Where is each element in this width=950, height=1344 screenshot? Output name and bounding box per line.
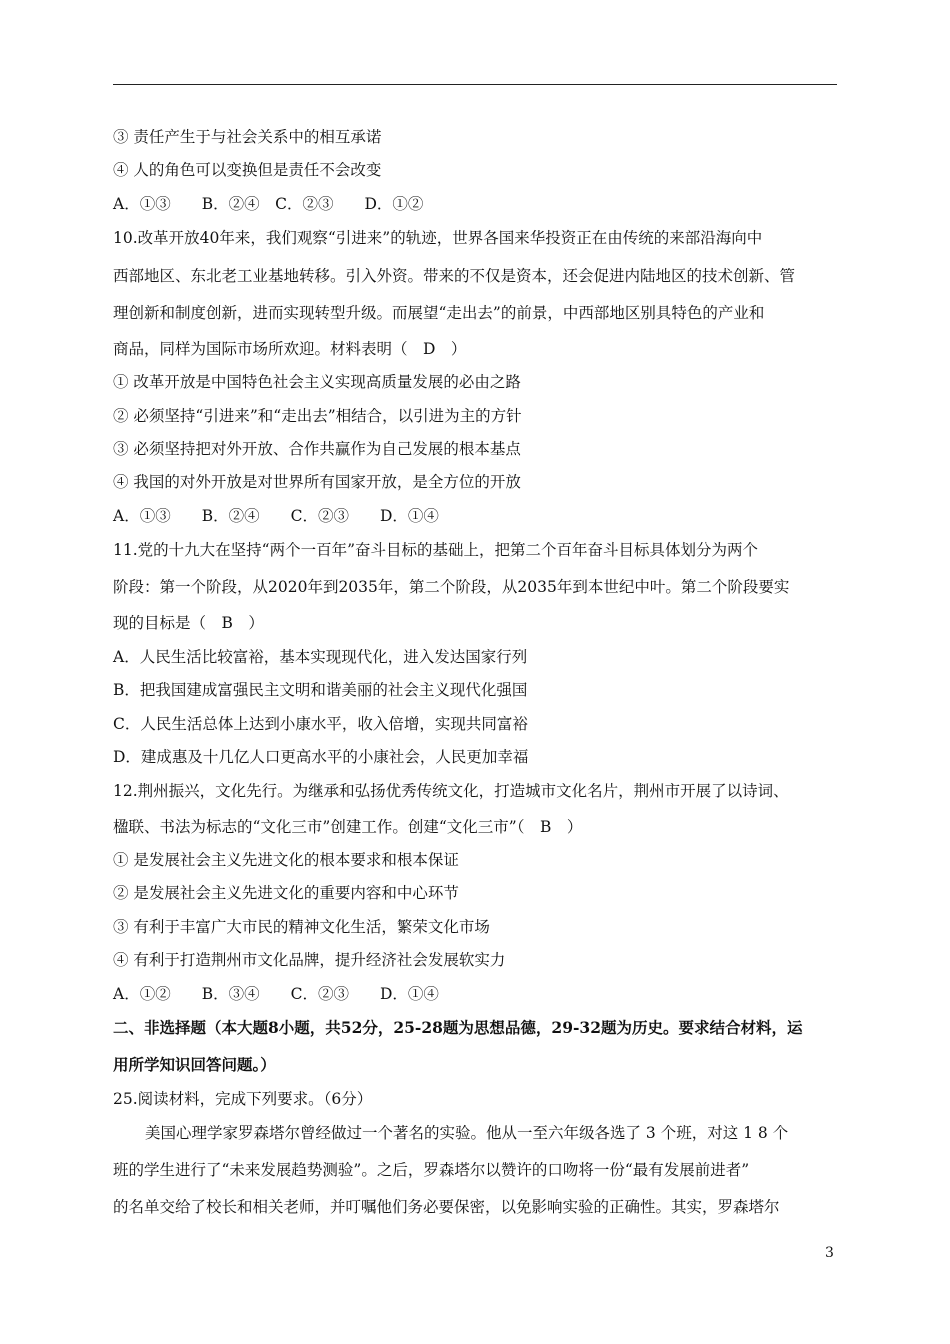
question-11-text: 阶段：第一个阶段，从2020年到2035年，第二个阶段，从2035年到本世纪中叶。第二个阶段要实	[113, 578, 790, 596]
option-line: ④ 我国的对外开放是对世界所有国家开放，是全方位的开放	[113, 473, 521, 491]
answer-choices: A．①③ B．②④ C．②③ D．①②	[113, 195, 424, 213]
option-line: ② 是发展社会主义先进文化的重要内容和中心环节	[113, 884, 459, 902]
option-line: ④ 人的角色可以变换但是责任不会改变	[113, 161, 382, 179]
section-heading: 用所学知识回答问题。）	[113, 1055, 276, 1074]
question-10-text: 商品，同样为国际市场所欢迎。材料表明（ D ）	[113, 340, 467, 358]
option-line: ④ 有利于打造荆州市文化品牌，提升经济社会发展软实力	[113, 951, 506, 969]
option-line: A．人民生活比较富裕，基本实现现代化，进入发达国家行列	[113, 648, 528, 666]
option-line: ③ 有利于丰富广大市民的精神文化生活，繁荣文化市场	[113, 918, 490, 936]
option-line: C．人民生活总体上达到小康水平，收入倍增，实现共同富裕	[113, 715, 528, 733]
option-line: D．建成惠及十几亿人口更高水平的小康社会，人民更加幸福	[113, 748, 529, 766]
question-11-text: 11.党的十九大在坚持“两个一百年”奋斗目标的基础上，把第二个百年奋斗目标具体划分为两个	[113, 541, 759, 559]
question-10-text: 理创新和制度创新，进而实现转型升级。而展望“走出去”的前景，中西部地区别具特色的产业和	[113, 304, 765, 322]
question-11-text: 现的目标是（ B ）	[113, 614, 264, 632]
material-paragraph: 美国心理学家罗森塔尔曾经做过一个著名的实验。他从一至六年级各选了 3 个班，对这 1 8 个	[145, 1124, 789, 1142]
question-25-title: 25.阅读材料，完成下列要求。（6分）	[113, 1090, 373, 1108]
section-heading: 二、非选择题（本大题8小题，共52分，25-28题为思想品德，29-32题为历史。要求结合材料，运	[113, 1018, 803, 1037]
option-line: ② 必须坚持“引进来”和“走出去”相结合，以引进为主的方针	[113, 407, 522, 425]
answer-choices: A．①② B．③④ C．②③ D．①④	[113, 985, 439, 1003]
question-10-text: 西部地区、东北老工业基地转移。引入外资。带来的不仅是资本，还会促进内陆地区的技术创新、管	[113, 267, 796, 285]
option-line: ③ 责任产生于与社会关系中的相互承诺	[113, 128, 382, 146]
option-line: ③ 必须坚持把对外开放、合作共赢作为自己发展的根本基点	[113, 440, 521, 458]
header-rule	[113, 84, 837, 85]
page-number: 3	[825, 1245, 834, 1261]
option-line: ① 是发展社会主义先进文化的根本要求和根本保证	[113, 851, 459, 869]
option-line: B．把我国建成富强民主文明和谐美丽的社会主义现代化强国	[113, 681, 528, 699]
question-10-text: 10.改革开放40年来，我们观察“引进来”的轨迹，世界各国来华投资正在由传统的来部沿海向中	[113, 229, 763, 247]
question-12-text: 楹联、书法为标志的“文化三市”创建工作。创建“文化三市”（ B ）	[113, 818, 583, 836]
material-paragraph: 班的学生进行了“未来发展趋势测验”。之后，罗森塔尔以赞许的口吻将一份“最有发展前进者”	[113, 1161, 750, 1179]
question-12-text: 12.荆州振兴，文化先行。为继承和弘扬优秀传统文化，打造城市文化名片，荆州市开展了以诗词、	[113, 782, 789, 800]
answer-choices: A．①③ B．②④ C．②③ D．①④	[113, 507, 439, 525]
material-paragraph: 的名单交给了校长和相关老师，并叮嘱他们务必要保密，以免影响实验的正确性。其实，罗森塔尔	[113, 1198, 780, 1216]
option-line: ① 改革开放是中国特色社会主义实现高质量发展的必由之路	[113, 373, 521, 391]
